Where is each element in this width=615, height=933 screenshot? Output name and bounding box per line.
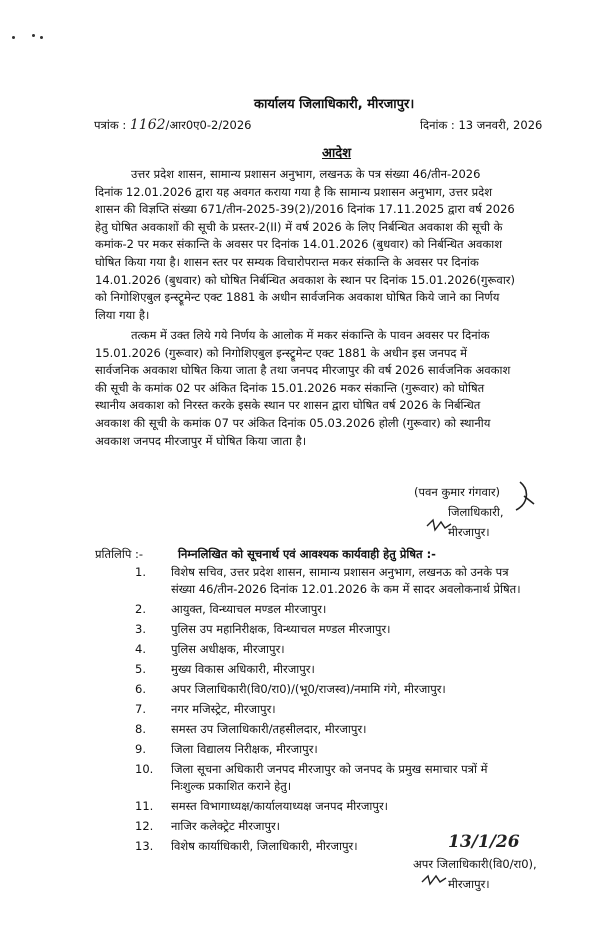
list-item-number: 1. (135, 565, 146, 579)
list-item (135, 641, 575, 658)
list-item-text (171, 601, 326, 618)
list-item (135, 761, 575, 795)
list-item-number: 2. (135, 602, 146, 616)
patrank-label: पत्रांक : (94, 118, 127, 132)
initial-mark (425, 514, 455, 536)
list-item-line: जिला सूचना अधिकारी जनपद मीरजापुर को जनपद के प्रमुख समाचार पत्रों में (171, 762, 488, 776)
list-item-text (171, 818, 280, 835)
list-item-number: 8. (135, 722, 146, 736)
list-item-number: 3. (135, 622, 146, 636)
list-item-line: समस्त उप जिलाधिकारी/तहसीलदार, मीरजापुर। (171, 722, 367, 736)
list-item-line: नाजिर कलेक्ट्रेट मीरजापुर। (171, 819, 281, 833)
list-item-line: जिला विद्यालय निरीक्षक, मीरजापुर। (171, 742, 318, 756)
paragraph-line: को निगोशिएबुल इन्स्ट्रूमेन्ट एक्ट 1881 के अधीन सार्वजनिक अवकाश घोषित किये जाने का निर्णय (95, 290, 500, 305)
list-item (135, 601, 575, 618)
signatory-place: मीरजापुर। (448, 525, 490, 539)
list-item (135, 681, 575, 698)
list-item-number: 5. (135, 662, 146, 676)
paragraph-line: हेतु घोषित अवकाशों की सूची के प्रस्तर-2(II) में वर्ष 2026 के लिए निर्बन्धित अवकाश की सूची के (95, 219, 503, 234)
scan-mark (32, 34, 35, 37)
patrank-suffix: /आर0ए0-2/2026 (165, 118, 252, 132)
copy-label: प्रतिलिपि :- (95, 547, 144, 561)
paragraph-line: स्थानीय अवकाश को निरस्त करके इसके स्थान पर शासन द्वारा घोषित वर्ष 2026 के निर्बन्धित (95, 398, 481, 413)
list-item-line: नगर मजिस्ट्रेट, मीरजापुर। (171, 702, 276, 716)
copy-heading: निम्नलिखित को सूचनार्थ एवं आवश्यक कार्यवाही हेतु प्रेषित :- (178, 547, 436, 561)
list-item-number: 6. (135, 682, 146, 696)
paragraph-line: सार्वजनिक अवकाश घोषित किया जाता है तथा जनपद मीरजापुर की वर्ष 2026 सार्वजनिक अवकाश (95, 363, 511, 378)
order-paragraph-1 (95, 166, 571, 324)
list-item-number: 7. (135, 702, 146, 716)
list-item (135, 798, 575, 815)
scan-mark (40, 36, 43, 39)
list-item-number: 13. (135, 839, 154, 853)
paragraph-line: उत्तर प्रदेश शासन, सामान्य प्रशासन अनुभाग, लखनऊ के पत्र संख्या 46/तीन-2026 (131, 167, 481, 181)
list-item-line: आयुक्त, विन्ध्याचल मण्डल मीरजापुर। (171, 602, 327, 616)
list-item (135, 661, 575, 678)
list-item (135, 564, 575, 598)
scan-mark (12, 36, 15, 39)
dinank-label: दिनांक : (420, 118, 455, 132)
list-item-line: मुख्य विकास अधिकारी, मीरजापुर। (171, 662, 315, 676)
list-item (135, 621, 575, 638)
paragraph-line: 15.01.2026 (गुरूवार) को निगोशिएबुल इन्स्ट्रूमेन्ट एक्ट 1881 के अधीन इस जनपद में (95, 345, 468, 360)
list-item-text (171, 681, 446, 698)
list-item-text (171, 564, 521, 598)
order-paragraph-2 (95, 327, 571, 450)
paragraph-line: दिनांक 12.01.2026 द्वारा यह अवगत कराया गया है कि सामान्य प्रशासन अनुभाग, उत्तर प्रदेश (95, 184, 493, 199)
patrank-number: 1162 (129, 117, 166, 133)
signatory-designation: जिलाधिकारी, (448, 505, 504, 519)
list-item-text (171, 721, 367, 738)
list-item-line: संख्या 46/तीन-2026 दिनांक 12.01.2026 के कम में सादर अवलोकनार्थ प्रेषित। (171, 582, 521, 596)
paragraph-line: की सूची के कमांक 02 पर अंकित दिनांक 15.01.2026 मकर संकान्ति (गुरूवार) को घोषित (95, 380, 485, 395)
list-item-line: पुलिस उप महानिरीक्षक, विन्ध्याचल मण्डल मीरजापुर। (171, 622, 391, 636)
list-item-text (171, 741, 318, 758)
list-item-text (171, 838, 358, 855)
paragraph-line: अवकाश जनपद मीरजापुर में घोषित किया जाता है। (95, 433, 307, 448)
office-title: कार्यालय जिलाधिकारी, मीरजापुर। (254, 97, 415, 112)
list-item-number: 10. (135, 762, 154, 776)
list-item-number: 12. (135, 819, 154, 833)
initial-mark-2 (420, 868, 450, 890)
dinank-line (420, 117, 542, 134)
signatory-name: (पवन कुमार गंगवार) (414, 485, 501, 499)
paragraph-line: तत्कम में उक्त लिये गये निर्णय के आलोक में मकर संकान्ति के पावन अवसर पर दिनांक (131, 328, 490, 342)
list-item-line: पुलिस अधीक्षक, मीरजापुर। (171, 642, 285, 656)
signatory2-place: मीरजापुर। (448, 877, 490, 891)
copy-list (135, 564, 575, 858)
list-item (135, 741, 575, 758)
list-item-number: 11. (135, 799, 154, 813)
paragraph-line: घोषित किया गया है। शासन स्तर पर सम्यक विचारोपरान्त मकर संकान्ति के अवसर पर दिनांक (95, 254, 479, 269)
list-item-line: समस्त विभागाध्यक्ष/कार्यालयाध्यक्ष जनपद मीरजापुर। (171, 799, 389, 813)
list-item-number: 4. (135, 642, 146, 656)
handwritten-date: 13/1/26 (448, 832, 520, 852)
paragraph-line: शासन की विज्ञप्ति संख्या 671/तीन-2025-39(2)/2016 दिनांक 17.11.2025 द्वारा वर्ष 2026 (95, 202, 515, 217)
paragraph-line: 14.01.2026 (बुधवार) को घोषित निर्बन्धित अवकाश के स्थान पर दिनांक 15.01.2026(गुरूवार) (95, 272, 515, 287)
list-item-text (171, 701, 276, 718)
paragraph-line: लिया गया है। (95, 307, 150, 322)
list-item-line: निःशुल्क प्रकाशित कराने हेतु। (171, 779, 292, 793)
order-heading: आदेश (322, 146, 352, 161)
list-item-text (171, 798, 388, 815)
list-item-line: विशेष कार्याधिकारी, जिलाधिकारी, मीरजापुर। (171, 839, 358, 853)
list-item-text (171, 661, 315, 678)
list-item-text (171, 761, 488, 795)
paragraph-line: अवकाश की सूची के कमांक 07 पर अंकित दिनांक 05.03.2026 होली (गुरूवार) को स्थानीय (95, 415, 491, 430)
list-item-text (171, 641, 285, 658)
signatory2-designation: अपर जिलाधिकारी(वि0/रा0), (413, 857, 537, 871)
list-item-number: 9. (135, 742, 146, 756)
list-item-line: अपर जिलाधिकारी(वि0/रा0)/(भू0/राजस्व)/नमामि गंगे, मीरजापुर। (171, 682, 446, 696)
list-item (135, 701, 575, 718)
paragraph-line: कमांक-2 पर मकर संकान्ति के अवसर पर दिनांक 14.01.2026 (बुधवार) को निर्बन्धित अवकाश (95, 237, 503, 252)
list-item (135, 721, 575, 738)
list-item-text (171, 621, 391, 638)
dinank-value: 13 जनवरी, 2026 (458, 118, 543, 132)
patrank-line (94, 117, 251, 134)
list-item-line: विशेष सचिव, उत्तर प्रदेश शासन, सामान्य प्रशासन अनुभाग, लखनऊ को उनके पत्र (171, 565, 509, 579)
